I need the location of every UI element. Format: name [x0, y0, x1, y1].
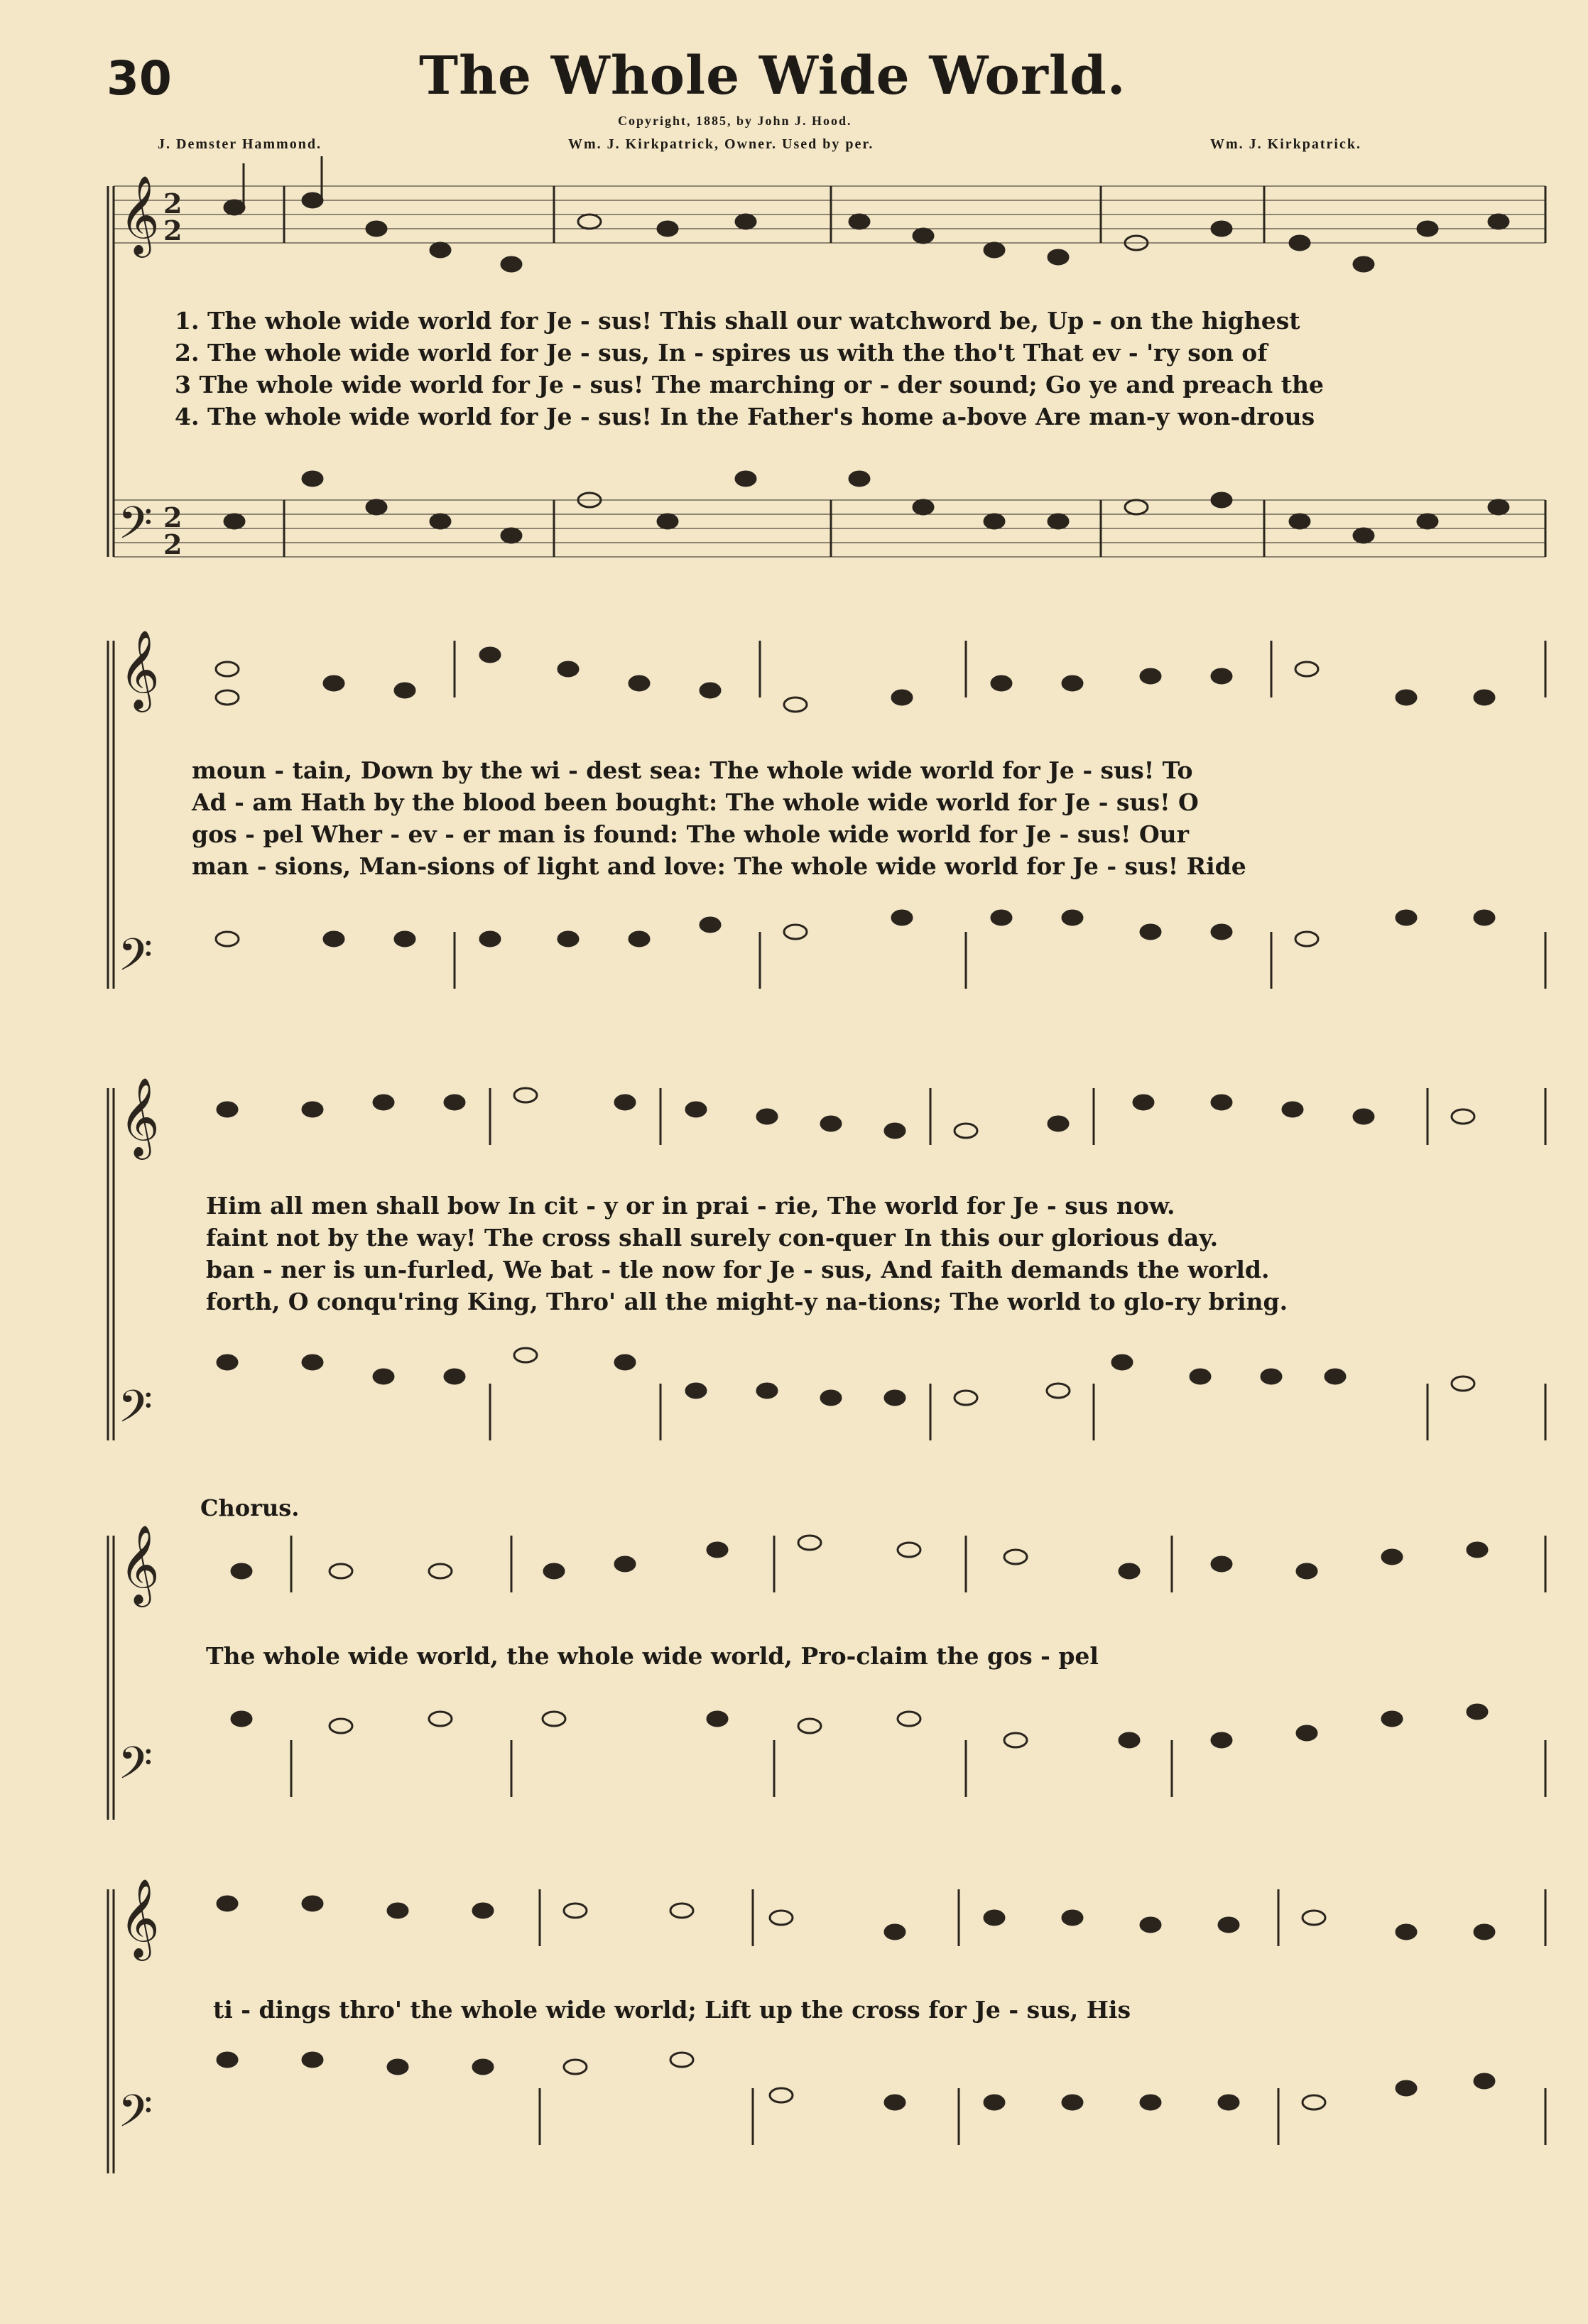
svg-text:2: 2 [163, 215, 183, 246]
owner-credit: Wm. J. Kirkpatrick, Owner. Used by per. [568, 136, 874, 152]
lyric-line: 4. The whole wide world for Je - sus! In the Father's home a-bove Are man-y won-drous [175, 403, 1315, 430]
lyric-line: 2. The whole wide world for Je - sus, In - spires us with the tho't That ev - 'ry son of [175, 339, 1268, 366]
composer-credit: Wm. J. Kirkpatrick. [1210, 136, 1361, 152]
lyric-line: Ad - am Hath by the blood been bought: The whole wide world for Je - sus! O [192, 788, 1199, 816]
lyric-line: 3 The whole wide world for Je - sus! The marching or - der sound; Go ye and preach the [175, 371, 1324, 398]
svg-text:𝄞: 𝄞 [119, 1524, 160, 1604]
lyric-line: ti - dings thro' the whole wide world; Lift up the cross for Je - sus, His [213, 1996, 1131, 2024]
lyric-line: forth, O conqu'ring King, Thro' all the might-y na-tions; The world to glo-ry bring. [206, 1288, 1288, 1315]
svg-text:𝄢: 𝄢 [118, 2085, 153, 2148]
svg-text:𝄞: 𝄞 [119, 175, 160, 254]
copyright-notice: Copyright, 1885, by John J. Hood. [618, 114, 852, 128]
lyric-line: gos - pel Wher - ev - er man is found: The whole wide world for Je - sus! Our [192, 820, 1190, 848]
chorus-label: Chorus. [200, 1494, 300, 1521]
lyric-line: moun - tain, Down by the wi - dest sea: The whole wide world for Je - sus! To [192, 756, 1193, 784]
svg-text:𝄢: 𝄢 [118, 1737, 153, 1800]
system-4-staves [108, 1536, 1545, 1820]
lyric-line: The whole wide world, the whole wide world, Pro-claim the gos - pel [206, 1642, 1099, 1670]
svg-text:2: 2 [163, 188, 183, 219]
svg-text:𝄞: 𝄞 [119, 1077, 160, 1156]
author-credit: J. Demster Hammond. [158, 136, 322, 152]
lyric-line: ban - ner is un-furled, We bat - tle now for Je - sus, And faith demands the world. [206, 1256, 1270, 1283]
svg-text:2: 2 [163, 528, 183, 560]
svg-text:𝄢: 𝄢 [118, 1380, 153, 1443]
system-5-staves [108, 1889, 1545, 2173]
svg-text:𝄢: 𝄢 [118, 496, 153, 560]
lyric-line: Him all men shall bow In cit - y or in prai - rie, The world for Je - sus now. [206, 1192, 1175, 1220]
svg-text:𝄢: 𝄢 [118, 928, 153, 992]
svg-text:𝄞: 𝄞 [119, 1878, 160, 1958]
svg-text:2: 2 [163, 501, 183, 533]
page-number: 30 [107, 51, 172, 106]
hymn-title: The Whole Wide World. [419, 45, 1126, 107]
lyric-line: 1. The whole wide world for Je - sus! This shall our watchword be, Up - on the highest [175, 307, 1300, 335]
lyric-line: man - sions, Man-sions of light and love: The whole wide world for Je - sus! Ride [192, 852, 1246, 880]
svg-text:𝄞: 𝄞 [119, 629, 160, 709]
lyric-line: faint not by the way! The cross shall surely con-quer In this our glorious day. [206, 1224, 1219, 1251]
